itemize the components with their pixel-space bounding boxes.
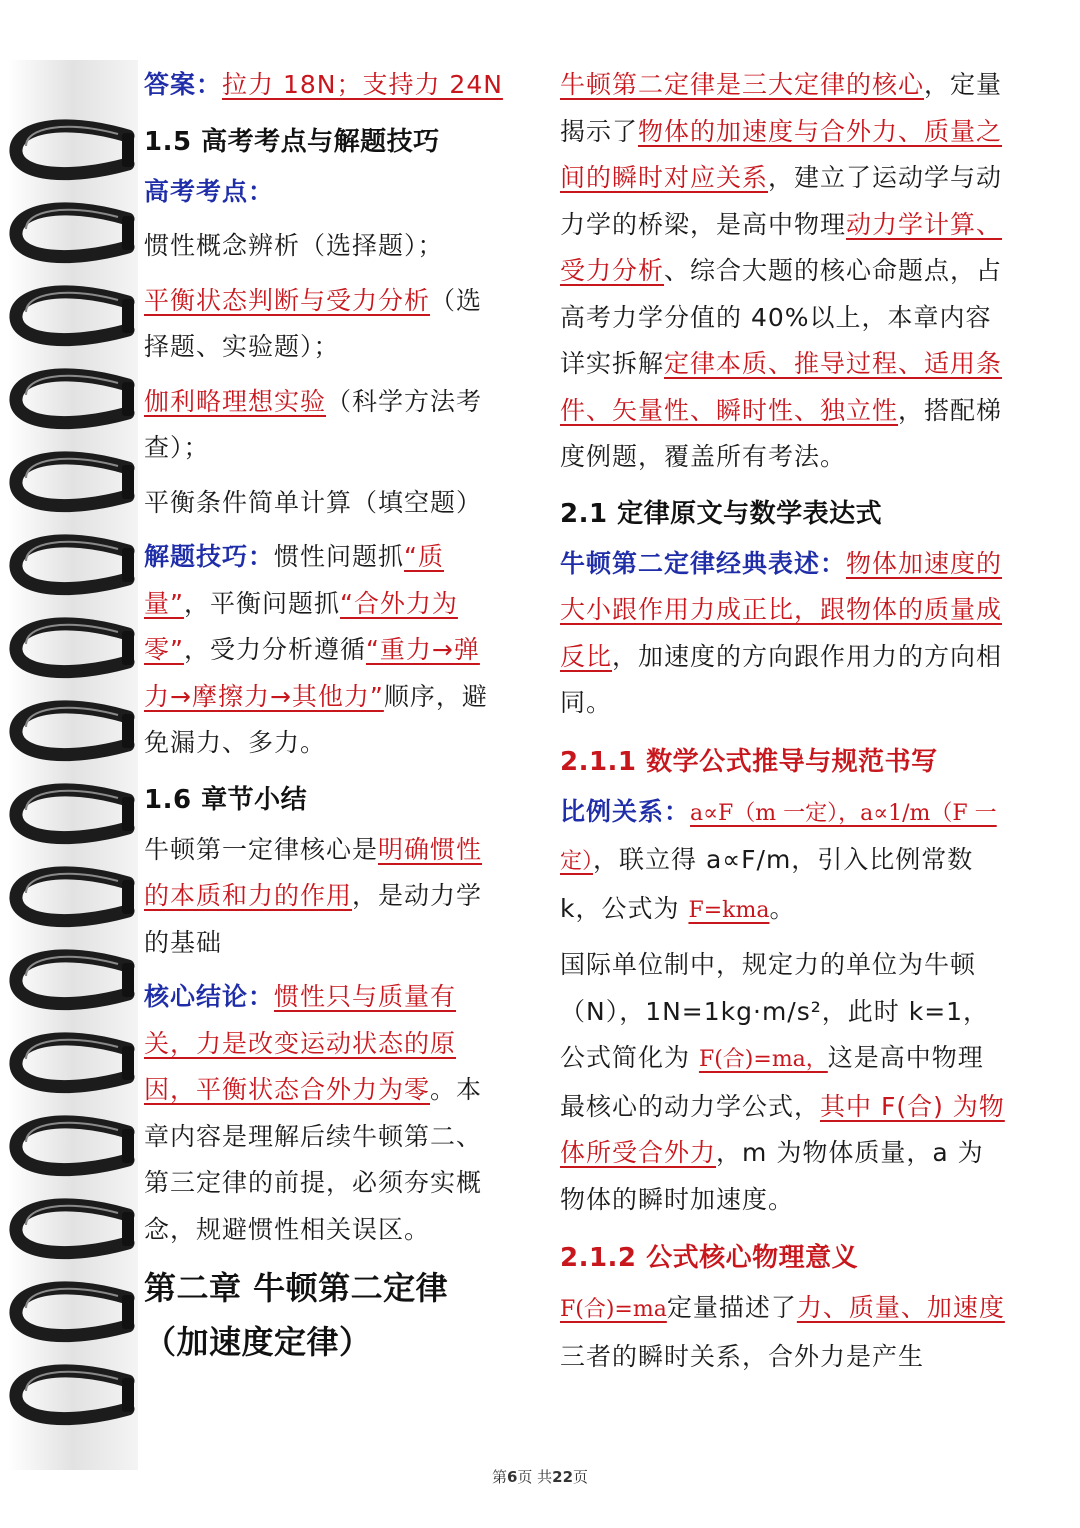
- formula-f-ma: F(合)=ma: [560, 1297, 667, 1322]
- binding-hole: [122, 216, 134, 250]
- ratio-text: 。: [769, 893, 796, 923]
- section-1-6-title: 1.6 章节小结: [144, 784, 308, 815]
- spiral-binding: [0, 0, 140, 1528]
- skills-label: 解题技巧：: [144, 542, 275, 571]
- intro-text: ，搭配梯度例题，覆盖所有考法。: [560, 395, 1003, 471]
- skills-text: 惯性问题抓: [274, 542, 405, 571]
- ratio-formula: a∝F（m 一定），a∝1/m（F 一定）: [560, 800, 997, 874]
- footer-text: 第: [491, 1468, 507, 1486]
- binding-hole: [122, 299, 134, 333]
- skills-paragraph: [144, 534, 504, 767]
- intro-text: ，定量揭示了: [560, 70, 1003, 146]
- answer-label: 答案：: [144, 70, 223, 99]
- exam-point-highlight: 伽利略理想实验: [144, 386, 327, 416]
- binding-hole: [122, 631, 134, 665]
- right-column: [560, 62, 1005, 1388]
- meaning-paragraph: [560, 1285, 1005, 1380]
- si-text: 这是高中物理最核心的动力学公式，: [560, 1043, 984, 1121]
- exam-point-text: 惯性概念辨析（选择题）；: [144, 231, 444, 260]
- exam-point-item: [144, 480, 504, 527]
- answer-value: 拉力 18N；支持力 24N: [222, 70, 503, 99]
- binding-hole: [122, 382, 134, 416]
- binding-hole: [122, 1212, 134, 1246]
- skills-highlight: “合外力为零”: [144, 588, 458, 664]
- exam-points-label: 高考考点：: [144, 176, 275, 206]
- meaning-text: 定量描述了: [666, 1293, 797, 1322]
- intro-highlight: 定律本质、推导过程、适用条件、矢量性、瞬时性、独立性: [560, 349, 1003, 425]
- footer-text: 页 共: [517, 1468, 553, 1486]
- section-2-1-2-title: 2.1.2 公式核心物理意义: [560, 1243, 859, 1273]
- exam-point-text: （科学方法考查）；: [144, 386, 483, 462]
- section-1-5-title: 1.5 高考考点与解题技巧: [144, 126, 440, 157]
- summary-highlight: 明确惯性的本质和力的作用: [144, 834, 483, 910]
- chapter-2-title: 第二章 牛顿第二定律（加速度定律）: [144, 1269, 449, 1361]
- intro-text: 、综合大题的核心命题点，占高考力学分值的 40%以上，本章内容详实拆解: [560, 256, 1003, 378]
- statement-label: 牛顿第二定律经典表述：: [560, 548, 847, 578]
- page-total: 22: [552, 1468, 574, 1486]
- binding-hole: [122, 1378, 134, 1412]
- binding-hole: [122, 797, 134, 831]
- exam-point-text: 平衡条件简单计算（填空题）: [144, 487, 483, 517]
- footer-text: 页: [573, 1468, 589, 1486]
- binding-hole: [122, 465, 134, 499]
- meaning-highlight: 力、质量、加速度: [796, 1293, 1005, 1322]
- section-2-1-title: 2.1 定律原文与数学表达式: [560, 498, 883, 529]
- page-footer: [0, 1466, 1080, 1487]
- formula-f-kma: F=kma: [688, 897, 770, 923]
- exam-point-highlight: 平衡状态判断与受力分析: [144, 285, 431, 315]
- intro-paragraph: [560, 62, 1005, 481]
- binding-hole: [122, 1129, 134, 1163]
- binding-hole: [122, 880, 134, 914]
- skills-highlight: “质量”: [144, 542, 444, 618]
- intro-highlight: 物体的加速度与合外力、质量之间的瞬时对应关系: [560, 116, 1003, 192]
- meaning-text: 三者的瞬时关系，合外力是产生: [560, 1341, 925, 1371]
- skills-text: ，受力分析遵循: [183, 635, 366, 664]
- summary-text: 牛顿第一定律核心是: [144, 834, 379, 864]
- exam-points-label-line: [144, 169, 504, 216]
- si-text: 国际单位制中，规定力的单位为牛顿（N），1N=1kg·m/s²，此时 k=1，公式简化为: [560, 950, 990, 1072]
- binding-hole: [122, 548, 134, 582]
- statement-text: ，加速度的方向跟作用力的方向相同。: [560, 641, 1003, 717]
- binding-hole: [122, 133, 134, 167]
- statement-highlight: 物体加速度的大小跟作用力成正比，跟物体的质量成反比: [560, 548, 1003, 671]
- binding-hole: [122, 963, 134, 997]
- statement-paragraph: [560, 541, 1005, 727]
- core-text: 。本章内容是理解后续牛顿第二、第三定律的前提，必须夯实概念，规避惯性相关误区。: [144, 1075, 483, 1244]
- si-unit-paragraph: [560, 942, 1005, 1223]
- skills-highlight: “重力→弹力→摩擦力→其他力”: [144, 635, 480, 711]
- exam-point-text: （选择题、实验题）；: [144, 285, 483, 361]
- exam-point-item: [144, 379, 504, 472]
- ratio-label: 比例关系：: [560, 796, 691, 826]
- binding-hole: [122, 1046, 134, 1080]
- intro-highlight: 动力学计算、受力分析: [560, 209, 1003, 285]
- answer-line: [144, 62, 504, 109]
- summary-paragraph: [144, 827, 504, 967]
- skills-text: ，平衡问题抓: [183, 588, 340, 618]
- si-text: ，m 为物体质量，a 为物体的瞬时加速度。: [560, 1138, 984, 1214]
- ratio-text: ，联立得 a∝F/m，引入比例常数 k，公式为: [560, 845, 974, 923]
- binding-hole: [122, 1295, 134, 1329]
- core-label: 核心结论：: [144, 982, 275, 1011]
- left-column: [144, 62, 504, 1369]
- binding-hole: [122, 714, 134, 748]
- exam-point-item: [144, 278, 504, 371]
- formula-f-ma: F(合)=ma，: [698, 1047, 828, 1072]
- ratio-paragraph: [560, 789, 1005, 935]
- intro-text: ，建立了运动学与动力学的桥梁，是高中物理: [560, 163, 1003, 239]
- page-number: 6: [506, 1468, 518, 1486]
- intro-highlight: 牛顿第二定律是三大定律的核心: [560, 70, 925, 99]
- exam-point-item: [144, 223, 504, 270]
- si-highlight: 其中 F(合) 为物体所受合外力: [560, 1091, 1005, 1167]
- core-conclusion-paragraph: [144, 974, 504, 1253]
- core-highlight: 惯性只与质量有关，力是改变运动状态的原因，平衡状态合外力为零: [144, 982, 457, 1104]
- section-2-1-1-title: 2.1.1 数学公式推导与规范书写: [560, 746, 938, 777]
- skills-text: 顺序，避免漏力、多力。: [144, 681, 488, 757]
- summary-text: ，是动力学的基础: [144, 881, 483, 957]
